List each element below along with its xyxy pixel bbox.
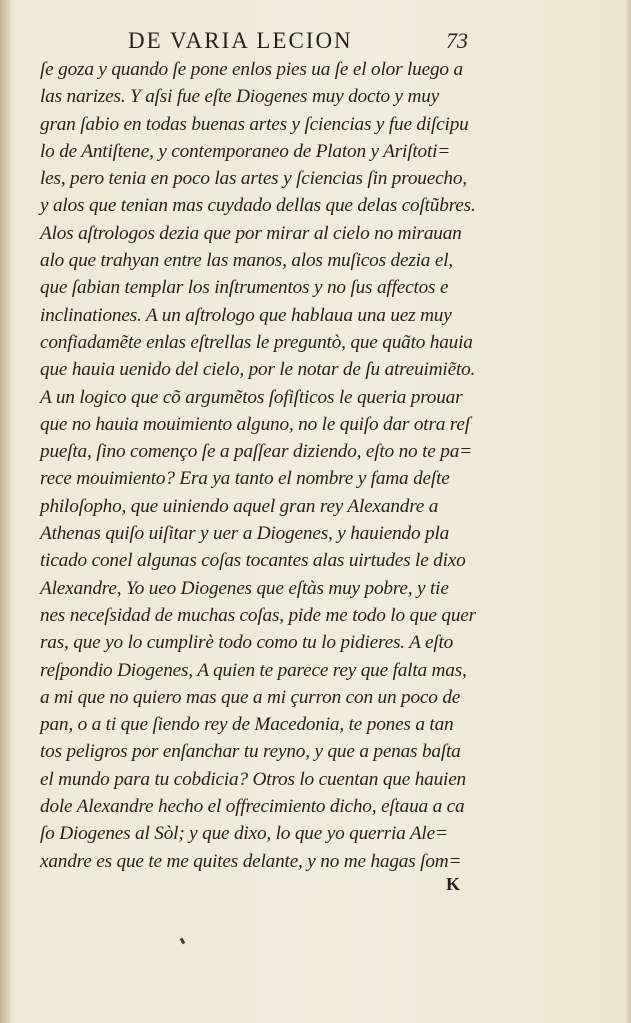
page-gutter [0,0,10,1023]
text-line: que no hauia mouimiento alguno, no le quiſo dar otra reſ [40,413,470,435]
text-line: y alos que tenian mas cuydado dellas que delas coſtũbres. [40,195,476,217]
signature-mark: K [446,874,461,894]
text-line: philoſopho, que uiniendo aquel gran rey Alexandre a [40,495,439,517]
text-line: que hauia uenido del cielo, por le notar de ſu atreuimiẽto. [40,359,476,381]
body-text [40,56,530,875]
text-line: xandre es que te me quites delante, y no me hagas ſom= [40,850,462,872]
text-line: alo que trahyan entre las manos, alos muſicos dezia el, [40,250,453,272]
text-line: nes neceſsidad de muchas coſas, pide me todo lo que quer [40,604,476,626]
text-line: pan, o a ti que ſiendo rey de Macedonia, te pones a tan [40,714,454,736]
text-line: gran ſabio en todas buenas artes y ſciencias y fue diſcipu [40,113,469,135]
text-line: Alos aſtrologos dezia que por mirar al cielo no mirauan [40,222,462,244]
text-line: a mi que no quiero mas que a mi çurron con un poco de [40,686,461,708]
text-line: ticado conel algunas coſas tocantes alas uirtudes le dixo [40,550,466,572]
running-head [0,28,631,58]
text-line: Athenas quiſo uiſitar y uer a Diogenes, y hauiendo pla [40,523,450,545]
text-line: ſe goza y quando ſe pone enlos pies ua ſe el olor luego a [40,59,463,80]
text-line: lo de Antiſtene, y contemporaneo de Platon y Ariſtoti= [40,140,451,162]
text-line: pueſta, ſino començo ſe a paſſear diziendo, eſto no te pa= [40,441,472,463]
page-edge [625,0,631,1023]
ink-speck [180,938,186,945]
running-head-title: DE VARIA LECION [128,28,353,53]
text-line: ras, que yo lo cumplirè todo como tu lo pidieres. A eſto [40,632,454,654]
text-line: Alexandre, Yo ueo Diogenes que eſtàs muy pobre, y tie [40,577,449,599]
text-line: que ſabian templar los inſtrumentos y no ſus affectos e [40,277,449,299]
text-line: el mundo para tu cobdicia? Otros lo cuentan que hauien [40,768,467,790]
text-line: les, pero tenia en poco las artes y ſciencias ſin prouecho, [40,168,467,190]
text-line: reſpondio Diogenes, A quien te parece rey que falta mas, [40,659,467,681]
text-line: confiadamẽte enlas eſtrellas le preguntò, que quãto hauia [40,331,473,353]
text-line: tos peligros por enſanchar tu reyno, y que a penas baſta [40,741,461,763]
page-number: 73 [446,28,468,53]
text-line: las narizes. Y aſsi fue eſte Diogenes muy docto y muy [40,86,440,108]
text-line: rece mouimiento? Era ya tanto el nombre y fama deſte [40,468,450,490]
text-line: ſo Diogenes al Sòl; y que dixo, lo que yo querria Ale= [40,823,448,845]
text-line: dole Alexandre hecho el offrecimiento dicho, eſtaua a ca [40,796,465,818]
text-line: A un logico que cõ argumẽtos ſofiſticos le queria prouar [40,386,463,408]
text-line: inclinationes. A un aſtrologo que hablaua una uez muy [40,304,452,326]
